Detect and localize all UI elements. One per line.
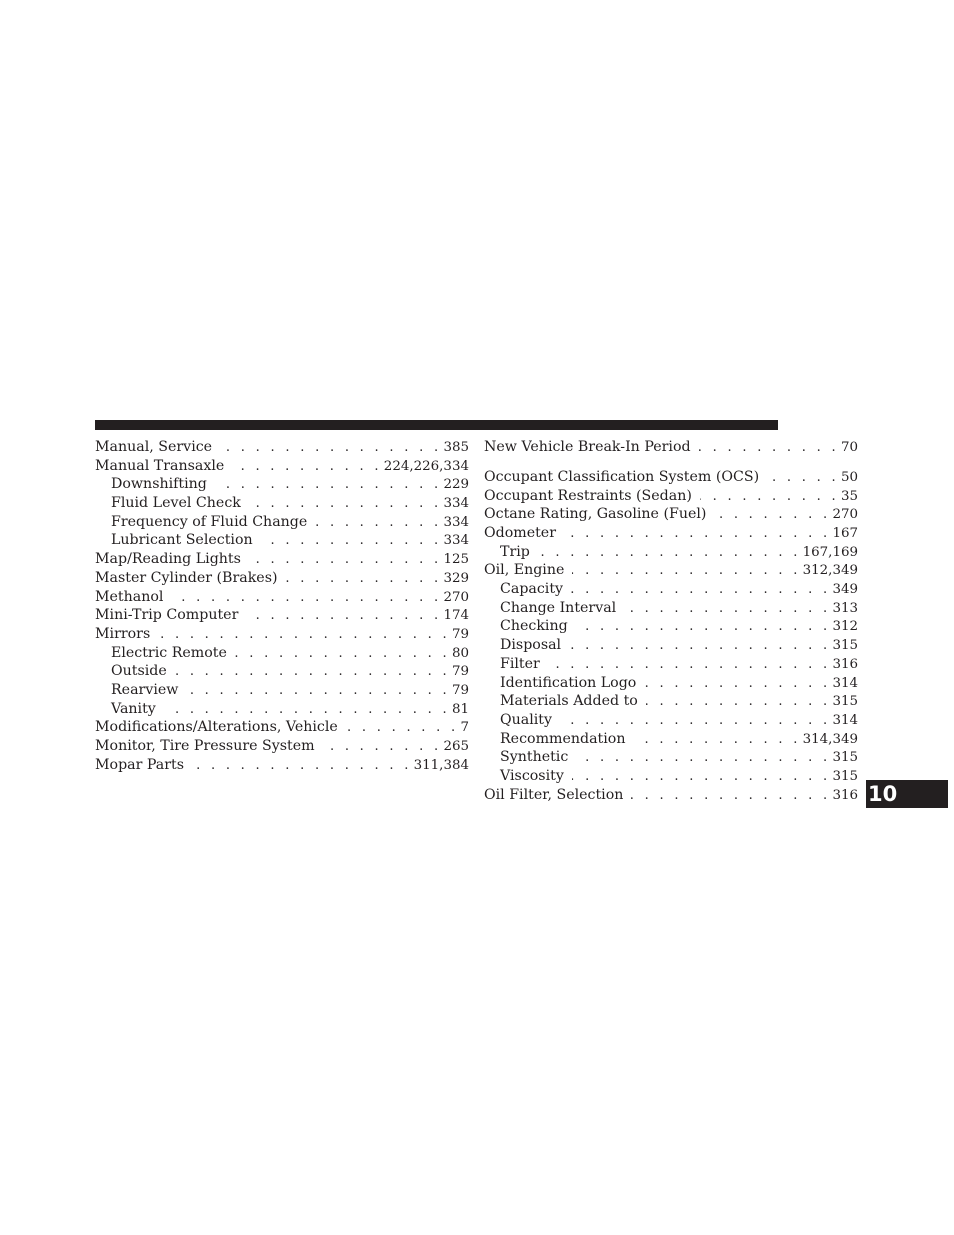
page-numbers: 316	[832, 787, 858, 803]
index-term: Modifications/Alterations, Vehicle	[95, 719, 338, 736]
dot-leader	[323, 738, 442, 757]
page-numbers: 314,349	[802, 731, 858, 747]
index-term: Lubricant Selection	[111, 532, 253, 549]
index-term: Disposal	[500, 637, 562, 654]
index-subentry	[484, 543, 858, 562]
index-term: Change Interval	[500, 599, 617, 616]
index-term: Checking	[500, 618, 568, 635]
index-term: Outside	[111, 663, 167, 680]
dot-leader	[315, 514, 441, 533]
index-term: Fluid Level Check	[111, 495, 241, 512]
index-term: Octane Rating, Gasoline (Fuel)	[484, 506, 707, 523]
index-term: Quality	[500, 711, 553, 728]
index-entry	[484, 786, 858, 805]
page-numbers: 79	[451, 664, 469, 680]
index-term: Trip	[500, 543, 530, 560]
dot-leader	[560, 712, 830, 731]
page-numbers: 167,169	[802, 544, 858, 560]
index-entry	[484, 561, 858, 580]
dot-leader	[186, 682, 450, 701]
dot-leader	[232, 458, 382, 477]
dot-leader	[699, 439, 839, 458]
index-entry	[484, 438, 858, 457]
index-entry	[95, 756, 469, 775]
index-subentry	[484, 674, 858, 693]
index-entry	[484, 468, 858, 487]
dot-leader	[538, 544, 801, 563]
dot-leader	[175, 663, 450, 682]
index-subentry	[484, 730, 858, 749]
index-term: Electric Remote	[111, 644, 227, 661]
index-subentry	[484, 767, 858, 786]
page-numbers: 314	[832, 712, 858, 728]
index-term: Master Cylinder (Brakes)	[95, 569, 278, 586]
index-term: Map/Reading Lights	[95, 551, 241, 568]
page-numbers: 315	[832, 750, 858, 766]
header-rule	[95, 420, 778, 430]
index-term: Methanol	[95, 588, 164, 605]
dot-leader	[220, 439, 441, 458]
index-subentry	[95, 513, 469, 532]
index-term: Oil, Engine	[484, 562, 565, 579]
page-numbers: 311,384	[413, 757, 469, 773]
dot-leader	[700, 488, 839, 507]
page-numbers: 125	[443, 552, 469, 568]
page-numbers: 313	[832, 600, 858, 616]
page-numbers: 315	[832, 768, 858, 784]
index-entry	[95, 737, 469, 756]
index-column-right	[484, 438, 858, 804]
dot-leader	[569, 637, 830, 656]
page-numbers: 79	[451, 682, 469, 698]
index-term: Frequency of Fluid Change	[111, 513, 308, 530]
index-subentry	[484, 599, 858, 618]
index-subentry	[95, 494, 469, 513]
dot-leader	[346, 719, 459, 738]
dot-leader	[158, 626, 450, 645]
dot-leader	[572, 768, 831, 787]
dot-leader	[192, 757, 412, 776]
index-subentry	[95, 681, 469, 700]
dot-leader	[631, 787, 830, 806]
dot-leader	[548, 656, 831, 675]
chapter-tab: 10	[866, 780, 948, 808]
dot-leader	[249, 495, 442, 514]
page-numbers: 270	[832, 507, 858, 523]
dot-leader	[286, 570, 442, 589]
index-term: Manual Transaxle	[95, 457, 225, 474]
index-term: Rearview	[111, 681, 179, 698]
page-numbers: 50	[840, 469, 858, 485]
index-subentry	[95, 700, 469, 719]
dot-leader	[246, 607, 441, 626]
index-term: Occupant Classification System (OCS)	[484, 468, 760, 485]
page-numbers: 316	[832, 656, 858, 672]
page-numbers: 224,226,334	[383, 458, 469, 474]
dot-leader	[767, 469, 839, 488]
index-entry	[484, 487, 858, 506]
index-term: Manual, Service	[95, 439, 213, 455]
index-subentry	[484, 711, 858, 730]
index-subentry	[484, 636, 858, 655]
page-numbers: 81	[451, 701, 469, 717]
dot-leader	[576, 749, 830, 768]
page-numbers: 312,349	[802, 563, 858, 579]
index-term: Capacity	[500, 581, 564, 598]
dot-leader	[572, 562, 800, 581]
dot-leader	[564, 525, 830, 544]
index-entry	[95, 457, 469, 476]
index-subentry	[95, 662, 469, 681]
dot-leader	[164, 701, 450, 720]
index-subentry	[484, 748, 858, 767]
index-term: Odometer	[484, 525, 556, 542]
index-entry	[95, 588, 469, 607]
index-subentry	[484, 580, 858, 599]
page-numbers: 385	[443, 440, 469, 455]
page-numbers: 174	[443, 608, 469, 624]
page-numbers: 315	[832, 694, 858, 710]
index-term: Materials Added to	[500, 693, 638, 710]
index-term: Recommendation	[500, 730, 626, 747]
page-numbers: 334	[443, 496, 469, 512]
index-term: New Vehicle Break-In Period	[484, 439, 691, 455]
index-entry	[95, 718, 469, 737]
index-entry	[95, 438, 469, 457]
index-term: Identification Logo	[500, 674, 637, 691]
dot-leader	[249, 551, 442, 570]
index-entry	[484, 524, 858, 543]
dot-leader	[644, 675, 830, 694]
dot-leader	[633, 731, 800, 750]
index-subentry	[95, 531, 469, 550]
page-numbers: 265	[443, 739, 469, 754]
dot-leader	[235, 645, 450, 664]
page-numbers: 70	[840, 440, 858, 455]
index-entry	[95, 625, 469, 644]
index-entry	[484, 505, 858, 524]
dot-leader	[215, 476, 442, 495]
index-term: Mopar Parts	[95, 756, 185, 773]
index-term: Mini-Trip Computer	[95, 607, 239, 624]
index-term: Oil Filter, Selection	[484, 786, 624, 803]
dot-leader	[571, 581, 830, 600]
index-entry	[95, 569, 469, 588]
index-term: Filter	[500, 655, 540, 672]
dot-leader	[261, 532, 442, 551]
page-numbers: 312	[832, 619, 858, 635]
index-term: Monitor, Tire Pressure System	[95, 738, 315, 754]
dot-leader	[576, 618, 831, 637]
index-term: Viscosity	[500, 767, 564, 784]
page-numbers: 349	[832, 582, 858, 598]
page-numbers: 7	[460, 720, 469, 736]
index-entry	[95, 550, 469, 569]
page-numbers: 334	[443, 514, 469, 530]
dot-leader	[624, 600, 830, 619]
index-subentry	[95, 475, 469, 494]
index-column-left	[95, 438, 469, 774]
page-numbers: 334	[443, 533, 469, 549]
index-term: Mirrors	[95, 625, 151, 642]
dot-leader	[171, 589, 441, 608]
index-subentry	[484, 617, 858, 636]
index-term: Occupant Restraints (Sedan)	[484, 487, 692, 504]
page-numbers: 270	[443, 589, 469, 605]
page-numbers: 314	[832, 675, 858, 691]
page-numbers: 35	[840, 488, 858, 504]
index-subentry	[484, 655, 858, 674]
page-numbers: 315	[832, 638, 858, 654]
index-term: Synthetic	[500, 749, 569, 766]
page-numbers: 80	[451, 645, 469, 661]
index-term: Vanity	[111, 700, 156, 717]
dot-leader	[714, 506, 830, 525]
index-subentry	[95, 644, 469, 663]
page-numbers: 329	[443, 570, 469, 586]
page-numbers: 229	[443, 477, 469, 493]
index-entry	[95, 606, 469, 625]
index-subentry	[484, 692, 858, 711]
page-numbers: 167	[832, 526, 858, 542]
page-numbers: 79	[451, 626, 469, 642]
index-term: Downshifting	[111, 476, 207, 493]
dot-leader	[646, 693, 831, 712]
